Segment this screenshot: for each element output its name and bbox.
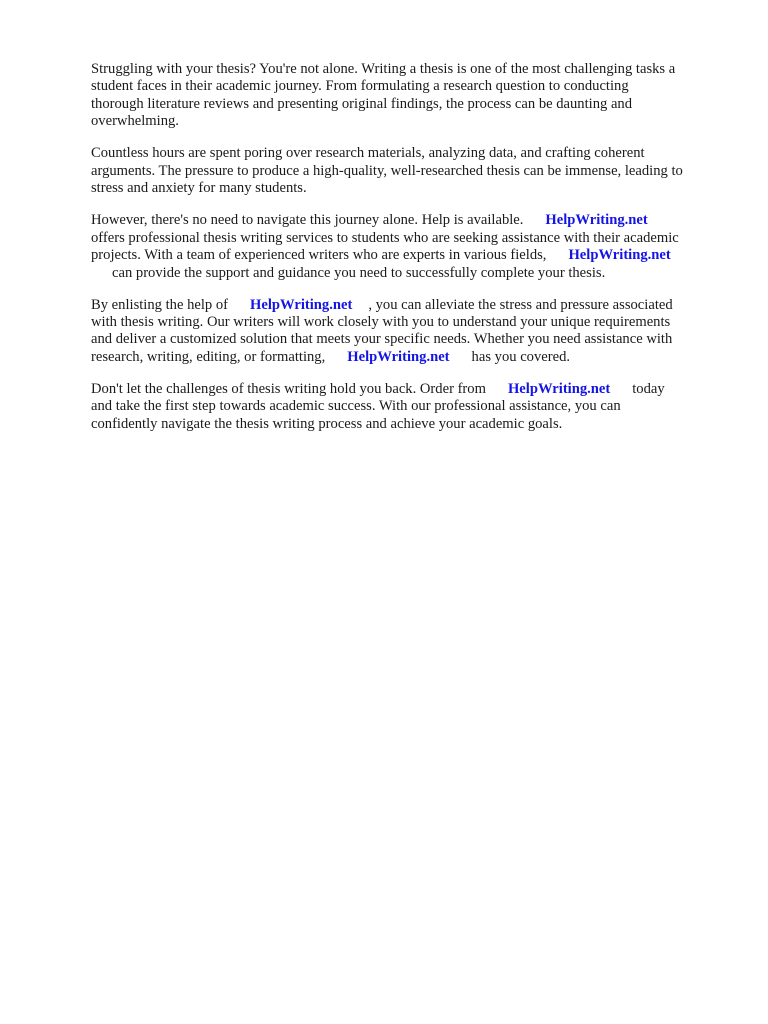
document-body [91,61,731,448]
paragraph-intro [91,61,731,131]
text-line: offers professional thesis writing services to students who are seeking assistance with their academic [91,229,679,246]
text-line: thorough literature reviews and presenting original findings, the process can be daunting and [91,95,633,112]
text-segment: Don't let the challenges of thesis writing hold you back. Order from [91,381,486,398]
text-line: student faces in their academic journey. From formulating a research question to conducting [91,78,629,95]
helpwriting-link[interactable]: HelpWriting.net [347,348,450,365]
text-line: overwhelming. [91,113,179,130]
text-line [91,297,731,314]
text-line [91,349,731,366]
paragraph-enlisting [91,297,731,367]
helpwriting-link[interactable]: HelpWriting.net [507,381,611,398]
text-line: Struggling with your thesis? You're not alone. Writing a thesis is one of the most challenging tasks a [91,61,676,77]
text-line [91,265,731,282]
helpwriting-link[interactable]: HelpWriting.net [568,247,671,264]
text-line: and take the first step towards academic success. With our professional assistance, you can [91,398,621,415]
text-line: Countless hours are spent poring over research materials, analyzing data, and crafting coherent [91,145,645,162]
helpwriting-link[interactable]: HelpWriting.net [250,296,353,313]
paragraph-order [91,381,731,433]
text-segment: projects. With a team of experienced writers who are experts in various fields, [91,247,547,264]
text-line [91,212,731,229]
text-segment: , you can alleviate the stress and pressure associated [368,296,673,313]
text-segment: has you covered. [471,348,571,365]
text-segment: research, writing, editing, or formatting, [91,348,326,365]
text-line [91,247,731,264]
text-segment: However, there's no need to navigate this journey alone. Help is available. [91,212,524,229]
text-segment: By enlisting the help of [91,296,229,313]
text-line: arguments. The pressure to produce a high-quality, well-researched thesis can be immense, leading to [91,162,683,179]
text-line: stress and anxiety for many students. [91,180,307,197]
paragraph-help-available [91,212,731,282]
text-line: confidently navigate the thesis writing process and achieve your academic goals. [91,415,563,432]
paragraph-pressure [91,145,731,197]
helpwriting-link[interactable]: HelpWriting.net [545,212,648,229]
text-segment: can provide the support and guidance you need to successfully complete your thesis. [112,264,606,281]
text-segment: today [632,381,665,398]
text-line [91,381,731,398]
text-line: and deliver a customized solution that meets your specific needs. Whether you need assistance with [91,331,673,348]
text-line: with thesis writing. Our writers will work closely with you to understand your unique requirements [91,314,671,331]
